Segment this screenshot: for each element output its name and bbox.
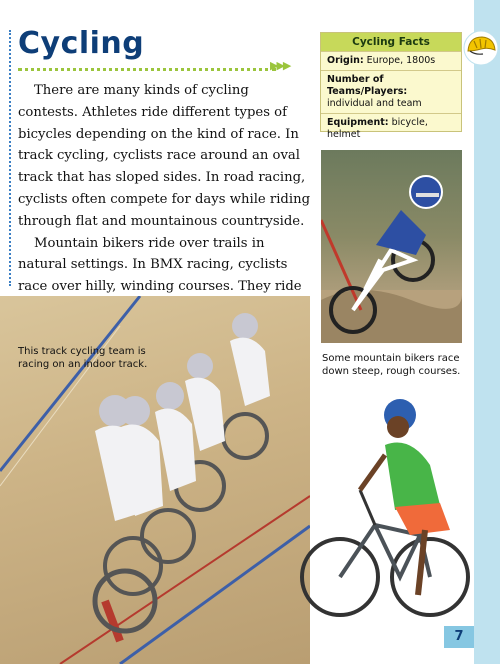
page-title: Cycling [18, 26, 145, 61]
facts-origin [321, 51, 461, 70]
boy-on-bike-illustration [300, 395, 470, 620]
teams-label: Number of Teams/Players: [327, 74, 408, 97]
body-text [18, 80, 312, 320]
origin-label: Origin: [327, 55, 364, 66]
facts-heading: Cycling Facts [321, 33, 461, 51]
title-divider [18, 68, 276, 71]
equipment-label: Equipment: [327, 117, 389, 128]
mountain-biker-illustration [321, 150, 462, 343]
paragraph-1: There are many kinds of cycling contests. Athletes ride different types of bicycles depending on the kind of race. In track cycling, cyclists race around an oval track that has sloped sides. In road racing, cyclists often compete for days while riding through flat and mountainous countryside. [18, 83, 311, 229]
paragraph-2: Mountain bikers ride over trails in natural settings. In BMX racing, cyclists race over hilly, winding courses. They ride [18, 235, 302, 295]
helmet-icon [463, 30, 499, 66]
arrow-right-icon: ▶▶▶ [270, 59, 290, 72]
side-stripe [474, 0, 500, 664]
facts-equipment [321, 113, 461, 144]
equipment-value: bicycle, helmet [327, 117, 428, 140]
facts-teams [321, 70, 461, 113]
dotted-margin-line [9, 30, 11, 286]
mountain-bike-caption: Some mountain bikers race down steep, rough courses. [322, 353, 461, 377]
origin-value: Europe, 1800s [366, 55, 436, 66]
mountain-bike-photo [321, 150, 462, 343]
teams-value: individual and team [327, 98, 422, 109]
track-cycling-caption: This track cycling team is racing on an indoor track. [18, 346, 148, 370]
facts-box [320, 32, 462, 140]
page-number: 7 [444, 626, 474, 648]
